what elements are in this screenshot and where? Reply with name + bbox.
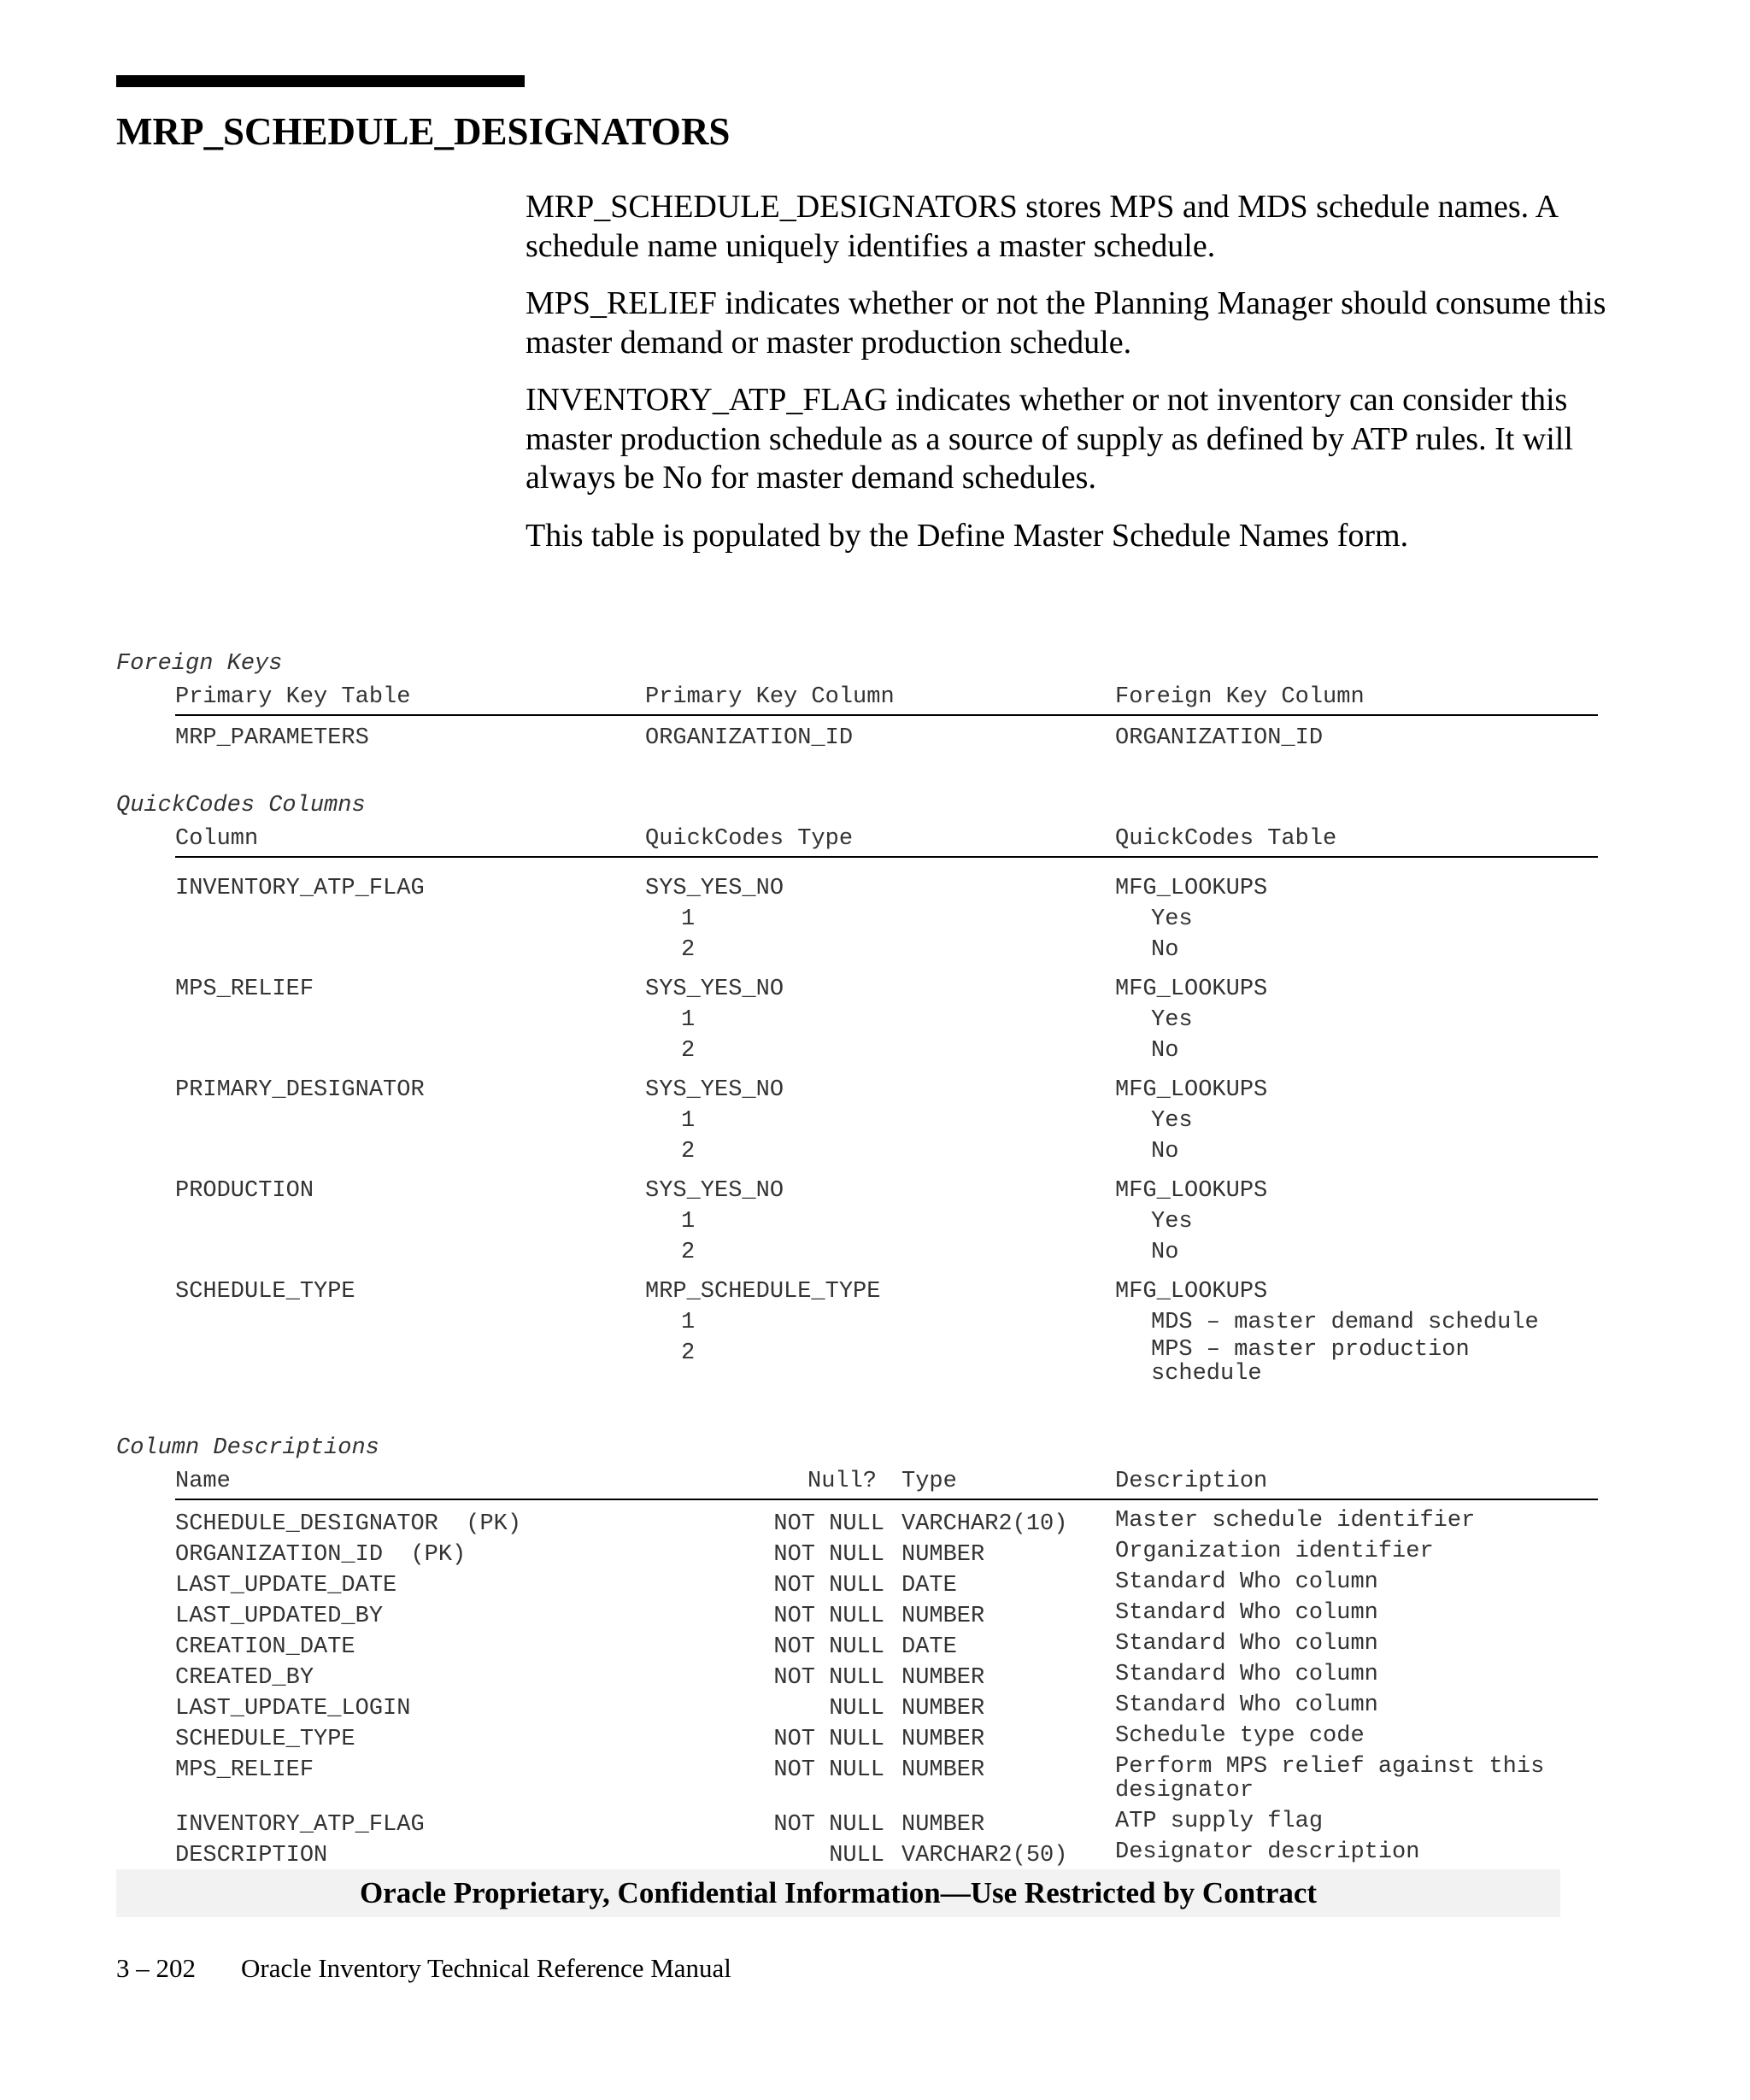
quickcode-column: SCHEDULE_TYPE (175, 1279, 355, 1305)
column-description: Perform MPS relief against this designator (1115, 1754, 1545, 1804)
null-constraint: NOT NULL (773, 1634, 884, 1660)
page-number: 3 – 202 (116, 1953, 196, 1983)
column-description: Standard Who column (1115, 1600, 1378, 1626)
header-cell: Column (175, 826, 259, 852)
column-description: Standard Who column (1115, 1662, 1378, 1687)
data-type: NUMBER (901, 1812, 985, 1838)
quickcode-code: 2 (681, 1240, 696, 1265)
header-cell: Name (175, 1469, 231, 1494)
column-description: Schedule type code (1115, 1723, 1365, 1749)
header-cell: Description (1115, 1469, 1268, 1494)
quickcode-type: SYS_YES_NO (645, 876, 784, 901)
column-description: Designator description (1115, 1839, 1420, 1865)
header-cell: Type (901, 1469, 957, 1494)
page-title: MRP_SCHEDULE_DESIGNATORS (116, 110, 731, 153)
null-constraint: NOT NULL (773, 1757, 884, 1783)
quickcode-meaning: No (1151, 937, 1179, 963)
quickcode-column: MPS_RELIEF (175, 977, 314, 1002)
column-name: SCHEDULE_DESIGNATOR (PK) (175, 1511, 522, 1537)
data-type: NUMBER (901, 1665, 985, 1691)
header-cell: QuickCodes Table (1115, 826, 1337, 852)
manual-title: Oracle Inventory Technical Reference Manual (241, 1953, 731, 1983)
column-name: SCHEDULE_TYPE (175, 1727, 355, 1752)
quickcode-meaning: Yes (1151, 1108, 1193, 1134)
table-cell: ORGANIZATION_ID (645, 725, 854, 751)
null-constraint: NULL (829, 1696, 884, 1722)
column-name: CREATED_BY (175, 1665, 314, 1691)
data-type: NUMBER (901, 1542, 985, 1568)
quickcode-column: PRODUCTION (175, 1178, 314, 1204)
null-constraint: NOT NULL (773, 1511, 884, 1537)
column-descriptions-header (175, 1468, 1598, 1500)
header-cell: Null? (807, 1469, 878, 1494)
quickcode-table: MFG_LOOKUPS (1115, 1077, 1268, 1103)
foreign-keys-header (175, 683, 1598, 716)
column-description: Standard Who column (1115, 1692, 1378, 1718)
quickcode-table: MFG_LOOKUPS (1115, 977, 1268, 1002)
table-cell: ORGANIZATION_ID (1115, 725, 1324, 751)
column-description: Master schedule identifier (1115, 1508, 1476, 1534)
quickcodes-header (175, 825, 1598, 858)
quickcode-type: SYS_YES_NO (645, 1178, 784, 1204)
intro-text (526, 188, 1636, 574)
title-rule (116, 75, 525, 87)
quickcode-table: MFG_LOOKUPS (1115, 876, 1268, 901)
column-name: LAST_UPDATE_DATE (175, 1573, 397, 1598)
column-name: MPS_RELIEF (175, 1757, 314, 1783)
data-type: DATE (901, 1573, 957, 1598)
header-cell: Primary Key Table (175, 684, 411, 710)
column-name: INVENTORY_ATP_FLAG (175, 1812, 425, 1838)
quickcode-meaning: Yes (1151, 906, 1193, 932)
quickcode-meaning: No (1151, 1139, 1179, 1164)
column-descriptions-label: Column Descriptions (116, 1435, 379, 1461)
quickcode-meaning: MPS – master production schedule (1151, 1337, 1470, 1387)
quickcode-code: 2 (681, 1340, 696, 1366)
null-constraint: NOT NULL (773, 1604, 884, 1629)
column-description: ATP supply flag (1115, 1809, 1324, 1834)
quickcode-meaning: No (1151, 1038, 1179, 1064)
header-cell: QuickCodes Type (645, 826, 854, 852)
null-constraint: NULL (829, 1843, 884, 1868)
quickcode-type: SYS_YES_NO (645, 977, 784, 1002)
quickcode-table: MFG_LOOKUPS (1115, 1279, 1268, 1305)
quickcode-code: 1 (681, 906, 696, 932)
column-name: LAST_UPDATE_LOGIN (175, 1696, 411, 1722)
quickcode-type: SYS_YES_NO (645, 1077, 784, 1103)
quickcode-code: 2 (681, 937, 696, 963)
column-description: Standard Who column (1115, 1631, 1378, 1657)
quickcode-meaning: No (1151, 1240, 1179, 1265)
null-constraint: NOT NULL (773, 1665, 884, 1691)
null-constraint: NOT NULL (773, 1727, 884, 1752)
quickcode-code: 2 (681, 1139, 696, 1164)
header-cell: Primary Key Column (645, 684, 895, 710)
data-type: VARCHAR2(50) (901, 1843, 1068, 1868)
quickcodes-label: QuickCodes Columns (116, 793, 366, 818)
quickcode-code: 1 (681, 1108, 696, 1134)
confidential-notice: Oracle Proprietary, Confidential Information––Use Restricted by Contract (359, 1876, 1318, 1909)
intro-paragraph: INVENTORY_ATP_FLAG indicates whether or not inventory can consider this master production schedule as a source of supply as defined by ATP rules. It will always be No for master demand schedules. (526, 382, 1573, 496)
quickcode-column: PRIMARY_DESIGNATOR (175, 1077, 425, 1103)
quickcode-table: MFG_LOOKUPS (1115, 1178, 1268, 1204)
table-cell: MRP_PARAMETERS (175, 725, 369, 751)
null-constraint: NOT NULL (773, 1573, 884, 1598)
quickcode-meaning: MDS – master demand schedule (1151, 1310, 1539, 1335)
header-cell: Foreign Key Column (1115, 684, 1365, 710)
intro-paragraph: MPS_RELIEF indicates whether or not the Planning Manager should consume this master demand or master production schedule. (526, 285, 1606, 361)
data-type: NUMBER (901, 1604, 985, 1629)
quickcode-type: MRP_SCHEDULE_TYPE (645, 1279, 881, 1305)
foreign-keys-label: Foreign Keys (116, 651, 283, 677)
column-name: LAST_UPDATED_BY (175, 1604, 384, 1629)
null-constraint: NOT NULL (773, 1812, 884, 1838)
null-constraint: NOT NULL (773, 1542, 884, 1568)
data-type: DATE (901, 1634, 957, 1660)
data-type: NUMBER (901, 1727, 985, 1752)
quickcode-code: 1 (681, 1007, 696, 1033)
column-name: DESCRIPTION (175, 1843, 328, 1868)
data-type: NUMBER (901, 1696, 985, 1722)
column-name: ORGANIZATION_ID (PK) (175, 1542, 467, 1568)
quickcode-code: 1 (681, 1209, 696, 1235)
quickcode-code: 1 (681, 1310, 696, 1335)
quickcode-column: INVENTORY_ATP_FLAG (175, 876, 425, 901)
data-type: NUMBER (901, 1757, 985, 1783)
column-description: Organization identifier (1115, 1539, 1434, 1564)
column-name: CREATION_DATE (175, 1634, 355, 1660)
column-description: Standard Who column (1115, 1569, 1378, 1595)
quickcode-meaning: Yes (1151, 1007, 1193, 1033)
intro-paragraph: MRP_SCHEDULE_DESIGNATORS stores MPS and MDS schedule names. A schedule name uniquely identifies a master schedule. (526, 189, 1557, 264)
intro-paragraph: This table is populated by the Define Master Schedule Names form. (526, 517, 1409, 554)
quickcode-meaning: Yes (1151, 1209, 1193, 1235)
data-type: VARCHAR2(10) (901, 1511, 1068, 1537)
quickcode-code: 2 (681, 1038, 696, 1064)
